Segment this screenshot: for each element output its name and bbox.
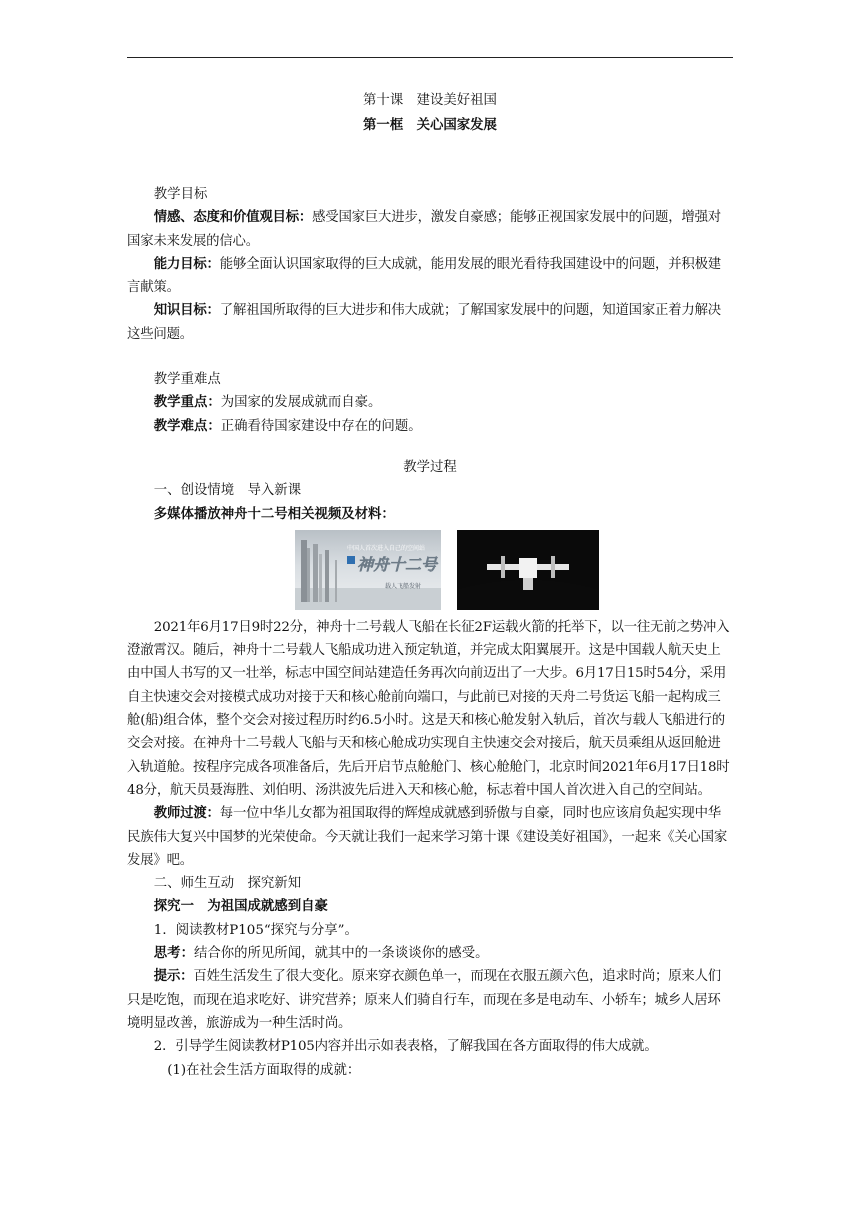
lesson-title: 第十课 建设美好祖国: [363, 93, 497, 108]
space-station-icon: [457, 530, 599, 610]
space-station-image: [457, 530, 599, 610]
teaching-difficulty: 教学难点：正确看待国家建设中存在的问题。: [153, 417, 422, 434]
step-two-sub: (1)在社会生活方面取得的成就：: [167, 1062, 361, 1078]
think-question: 思考：结合你的所见所闻，就其中的一条谈谈你的感受。: [153, 945, 489, 962]
story-paragraph: 2021年6月17日9时22分，神舟十二号载人飞船在长征2F运载火箭的托举下，以一往无前之势冲入澄澈霄汉。随后，神舟十二号载人飞船成功进入预定轨道，并完成太阳翼展开。这是中国载人航天史上由中国人书写的又一壮举，标志中国空间站建造任务再次向前迈出了一大步。6月17日15时54分，采用自主快速交会对接模式成功对接于天和核心舱前向端口，与此前已对接的天舟二号货运飞船一起构成三舱(船)组合体，整个交会对接过程历时约6.5小时。这是天和核心舱发射入轨后，首次与载人飞船进行的交会对接。在神舟十二号载人飞船与天和核心舱成功实现自主快速交会对接后，航天员乘组从返回舱进入轨道舱。按程序完成各项准备后，先后开启节点舱舱门、核心舱舱门，北京时间2021年6月17日18时48分，航天员聂海胜、刘伯明、汤洪波先后进入天和核心舱，标志着中国人首次进入自己的空间站。: [127, 619, 730, 798]
header-rule: [127, 57, 733, 58]
rocket-launch-image: [295, 530, 441, 610]
svg-text:中国人首次进入自己的空间站: 中国人首次进入自己的空间站: [347, 544, 426, 552]
svg-text:载人飞船发射: 载人飞船发射: [385, 582, 422, 590]
step-two: 2．引导学生阅读教材P105内容并出示如表表格，了解我国在各方面取得的伟大成就。: [153, 1039, 658, 1055]
knowledge-objective: 知识目标：了解祖国所取得的巨大进步和伟大成就；了解国家发展中的问题，知道国家正着力解决这些问题。: [127, 302, 721, 342]
teacher-transition: 教师过渡：每一位中华儿女都为祖国取得的辉煌成就感到骄傲与自豪，同时也应该肩负起实现中华民族伟大复兴中国梦的光荣使命。今天就让我们一起来学习第十课《建设美好祖国》，一起来《关心国家发展》吧。: [127, 805, 728, 868]
section-one-heading: 一、创设情境 导入新课: [153, 483, 302, 499]
section-title: 第一框 关心国家发展: [363, 117, 497, 133]
step-one: 1．阅读教材P105“探究与分享”。: [153, 922, 358, 938]
svg-text:神舟十二号: 神舟十二号: [357, 554, 438, 574]
section-two-heading: 二、师生互动 探究新知: [153, 876, 302, 892]
emotion-objective: 情感、态度和价值观目标：感受国家巨大进步，激发自豪感；能够正视国家发展中的问题，增强对国家未来发展的信心。: [127, 209, 722, 249]
teaching-focus: 教学重点：为国家的发展成就而自豪。: [153, 394, 382, 411]
keypoints-heading: 教学重难点: [153, 372, 221, 388]
hint-answer: 提示：百姓生活发生了很大变化。原来穿衣颜色单一，而现在衣服五颜六色，追求时尚；原来人们只是吃饱，而现在追求吃好、讲究营养；原来人们骑自行车，而现在多是电动车、小轿车；城乡人居环境明显改善，旅游成为一种生活时尚。: [127, 968, 721, 1031]
media-intro: 多媒体播放神舟十二号相关视频及材料：: [153, 505, 395, 522]
process-heading: 教学过程: [403, 459, 457, 475]
explore-one-heading: 探究一 为祖国成就感到自豪: [153, 898, 328, 915]
objectives-heading: 教学目标: [153, 187, 208, 202]
ability-objective: 能力目标：能够全面认识国家取得的巨大成就，能用发展的眼光看待我国建设中的问题，并积极建言献策。: [127, 255, 721, 296]
document-page: [127, 88, 733, 1082]
rocket-icon: [295, 530, 441, 610]
image-row: [127, 530, 733, 614]
